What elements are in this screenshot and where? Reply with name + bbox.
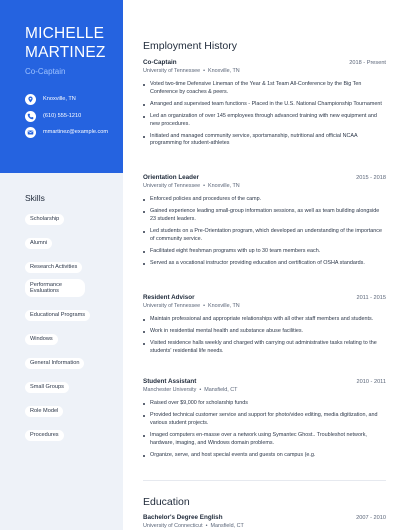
job-bullet: Led students on a Pre-Orientation program, which developed an understanding of the importance of community service. [143, 228, 386, 244]
candidate-name [25, 24, 121, 62]
job-entry [143, 174, 386, 272]
job-title: Student Assistant [143, 378, 197, 385]
first-name: MICHELLE [25, 25, 105, 42]
last-name: MARTINEZ [25, 44, 106, 61]
degree-title: Bachelor's Degree English [143, 514, 223, 521]
job-bullet: Organize, serve, and host special events and guests on campus (e.g. [143, 452, 386, 460]
job-bullet: Initiated and managed community service, sportsmanship, nutritional and official NCAA programming for student-athletes [143, 133, 386, 149]
skill-tag: Windows [25, 334, 58, 346]
job-location: Mansfield, CT [204, 387, 238, 393]
job-title: Co-Captain [143, 59, 177, 66]
education-entry [143, 514, 386, 529]
skill-tag: General Information [25, 358, 84, 370]
job-dates: 2018 - Present [349, 60, 386, 66]
contact-phone [25, 111, 121, 122]
job-bullets [143, 81, 386, 148]
job-dates: 2011 - 2015 [356, 295, 386, 301]
job-bullet: Served as a vocational instructor providing education and certification of OSHA standards. [143, 260, 386, 268]
job-bullet: Imaged computers en-masse over a network using Symantec Ghost.. Troubleshot network, hardware, imaging, and Windows domain problems. [143, 432, 386, 448]
job-bullets [143, 196, 386, 267]
job-entry [143, 59, 386, 152]
job-location: Knoxville, TN [208, 183, 240, 189]
job-org-line [143, 183, 386, 189]
phone-text[interactable]: (610) 555-1210 [43, 112, 82, 119]
job-org: University of Tennessee [143, 68, 201, 74]
skills-list [25, 207, 117, 447]
school-name: University of Connecticut [143, 523, 203, 529]
skill-tag: Research Activities [25, 262, 82, 274]
job-bullet: Facilitated eight freshman programs with up to 30 team members each. [143, 248, 386, 256]
job-title: Orientation Leader [143, 174, 199, 181]
candidate-role: Co-Captain [25, 67, 66, 76]
education-dates: 2007 - 2010 [356, 515, 386, 521]
contact-location [25, 94, 121, 105]
skill-tag: Small Groups [25, 382, 69, 394]
education-heading: Education [143, 496, 190, 508]
job-location: Knoxville, TN [208, 68, 240, 74]
job-bullet: Enforced policies and procedures of the camp. [143, 196, 386, 204]
job-location: Knoxville, TN [208, 303, 240, 309]
skill-tag: Scholarship [25, 214, 64, 226]
location-text: Knoxville, TN [43, 95, 76, 102]
job-title: Resident Advisor [143, 294, 195, 301]
job-bullets [143, 316, 386, 356]
job-dates: 2010 - 2011 [356, 379, 386, 385]
phone-icon [25, 111, 36, 122]
school-line [143, 523, 386, 529]
envelope-icon [25, 127, 36, 138]
job-org-line [143, 68, 386, 74]
job-org: Manchester University [143, 387, 197, 393]
email-text[interactable]: mmartinez@example.com [43, 128, 109, 135]
contact-email [25, 127, 121, 138]
job-org: University of Tennessee [143, 183, 201, 189]
job-bullet: Visited residence halls weekly and charged with carrying out administrative tasks relating to the students' residential life needs. [143, 340, 386, 356]
job-org-line [143, 303, 386, 309]
separator-dot-icon: • [197, 387, 203, 393]
job-bullet: Led an organization of over 145 employees through advanced training with new equipment and new procedures. [143, 113, 386, 129]
job-bullet: Gained experience leading small-group information sessions, as well as team building alongside 23 student leaders. [143, 208, 386, 224]
school-location: Mansfield, CT [210, 523, 244, 529]
separator-dot-icon: • [201, 68, 207, 74]
job-bullet: Raised over $9,000 for scholarship funds [143, 400, 386, 408]
separator-dot-icon: • [204, 523, 210, 529]
job-bullet: Provided technical customer service and support for photo/video editing, media digitization, and various student projects. [143, 412, 386, 428]
job-entry [143, 378, 386, 464]
job-bullets [143, 400, 386, 459]
skills-heading: Skills [25, 193, 45, 203]
separator-dot-icon: • [201, 183, 207, 189]
section-divider [143, 480, 386, 481]
skill-tag: Performance Evaluations [25, 279, 85, 297]
separator-dot-icon: • [201, 303, 207, 309]
job-bullet: Arranged and supervised team functions - Placed in the U.S. National Championship Tournament [143, 101, 386, 109]
job-bullet: Maintain professional and appropriate relationships with all other staff members and students. [143, 316, 386, 324]
job-dates: 2015 - 2018 [356, 175, 386, 181]
employment-heading: Employment History [143, 40, 237, 52]
skill-tag: Role Model [25, 406, 63, 418]
job-bullet: Work in residential mental health and substance abuse facilities. [143, 328, 386, 336]
skill-tag: Procedures [25, 430, 64, 442]
job-bullet: Voted two-time Defensive Lineman of the Year & 1st Team All-Conference by the Big Ten Conference by coaches & peers. [143, 81, 386, 97]
job-org-line [143, 387, 386, 393]
job-entry [143, 294, 386, 360]
skill-tag: Educational Programs [25, 310, 90, 322]
job-org: University of Tennessee [143, 303, 201, 309]
skill-tag: Alumni [25, 238, 52, 250]
map-pin-icon [25, 94, 36, 105]
